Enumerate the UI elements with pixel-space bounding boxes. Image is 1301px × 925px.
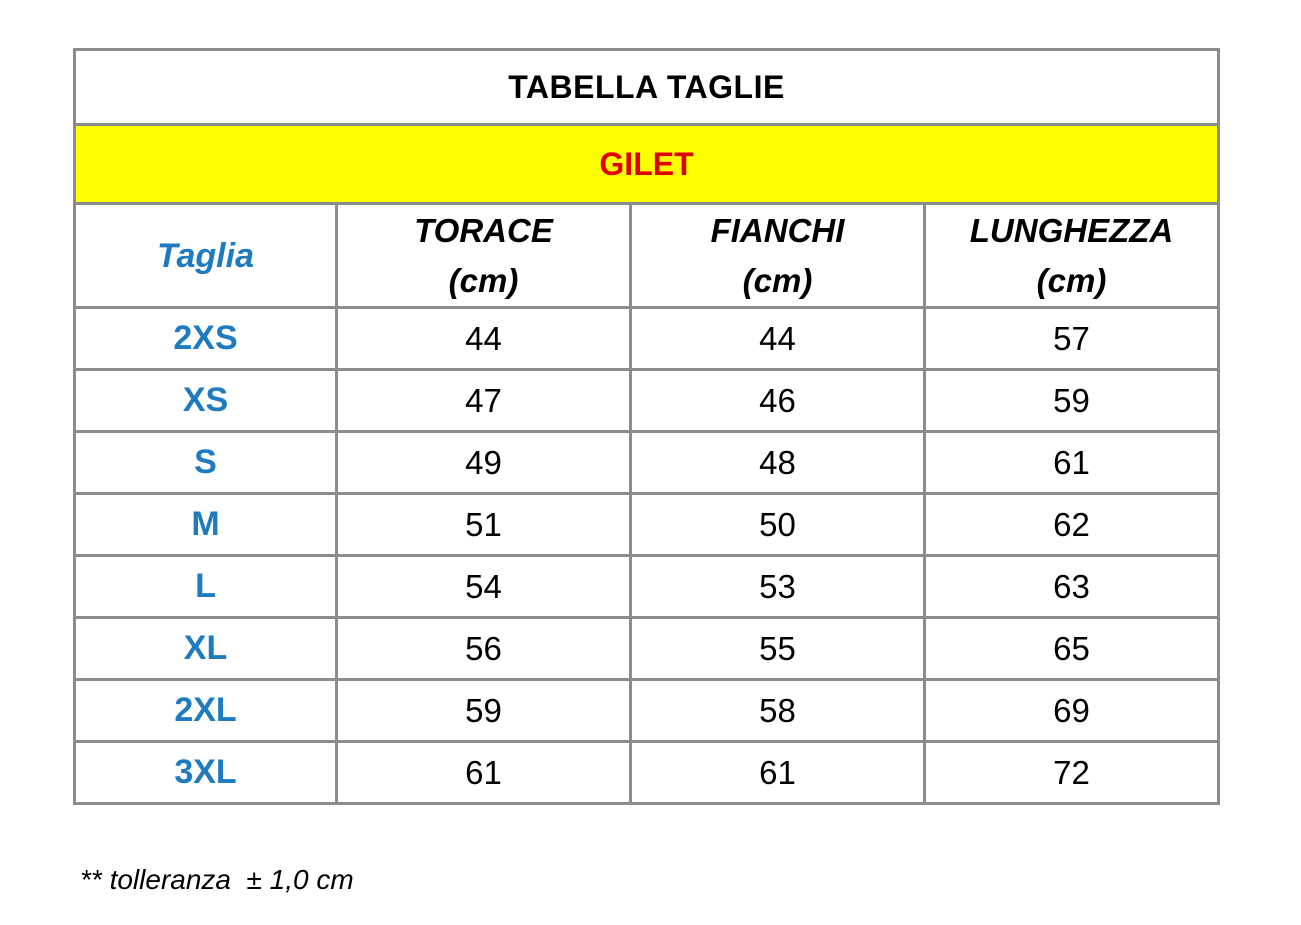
table-row [75,618,1219,680]
size-label: L [75,556,337,618]
product-row [75,125,1219,204]
hips-value: 61 [631,742,925,804]
table-row [75,742,1219,804]
length-value: 69 [925,680,1219,742]
hips-value: 46 [631,370,925,432]
size-label: 2XL [75,680,337,742]
chest-value: 54 [337,556,631,618]
hips-value: 50 [631,494,925,556]
length-value: 65 [925,618,1219,680]
hips-value: 55 [631,618,925,680]
size-label: 2XS [75,308,337,370]
table-title: TABELLA TAGLIE [75,50,1219,125]
header-chest-label: TORACE [414,211,553,249]
hips-value: 58 [631,680,925,742]
table-row [75,308,1219,370]
chest-value: 44 [337,308,631,370]
chest-value: 56 [337,618,631,680]
header-size: Taglia [75,204,337,308]
header-hips [631,204,925,308]
chest-value: 51 [337,494,631,556]
size-chart-table [73,48,1220,805]
length-value: 62 [925,494,1219,556]
tolerance-footnote: ** tolleranza ± 1,0 cm [80,864,354,895]
table-row [75,370,1219,432]
size-label: 3XL [75,742,337,804]
chest-value: 49 [337,432,631,494]
header-chest-unit: (cm) [448,261,519,299]
header-chest [337,204,631,308]
hips-value: 53 [631,556,925,618]
header-length-unit: (cm) [1036,261,1107,299]
table-row [75,680,1219,742]
size-label: XL [75,618,337,680]
chest-value: 61 [337,742,631,804]
header-length [925,204,1219,308]
chest-value: 59 [337,680,631,742]
table-row [75,556,1219,618]
size-label: M [75,494,337,556]
hips-value: 48 [631,432,925,494]
length-value: 59 [925,370,1219,432]
chest-value: 47 [337,370,631,432]
product-name: GILET [75,125,1219,204]
header-length-label: LUNGHEZZA [969,211,1174,249]
header-hips-label: FIANCHI [710,211,845,249]
length-value: 57 [925,308,1219,370]
table-row [75,432,1219,494]
length-value: 72 [925,742,1219,804]
table-row [75,494,1219,556]
size-label: S [75,432,337,494]
header-hips-unit: (cm) [742,261,813,299]
header-row [75,204,1219,308]
length-value: 61 [925,432,1219,494]
length-value: 63 [925,556,1219,618]
size-label: XS [75,370,337,432]
title-row [75,50,1219,125]
hips-value: 44 [631,308,925,370]
